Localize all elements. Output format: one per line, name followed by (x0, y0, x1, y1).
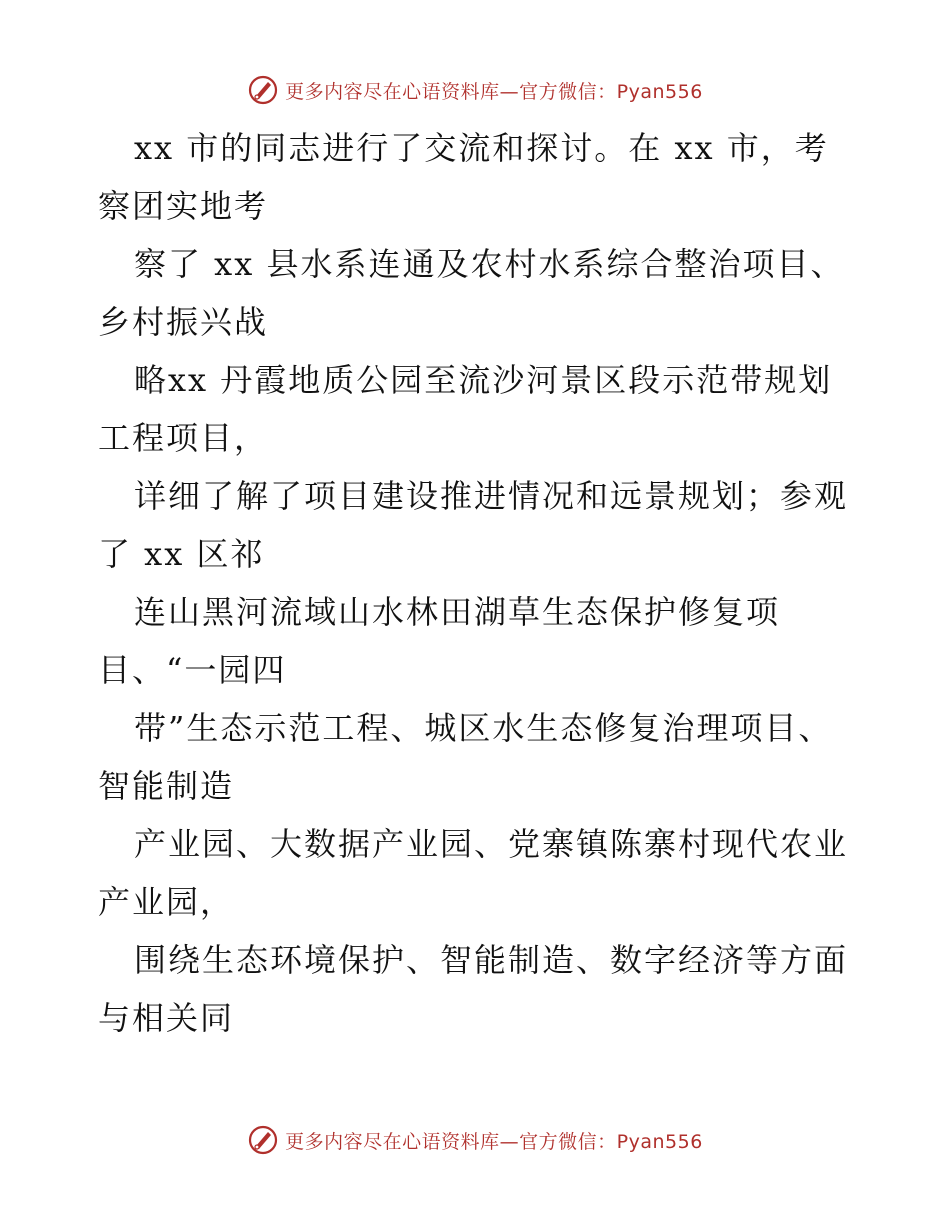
body-line: 带”生态示范工程、城区水生态修复治理项目、 (134, 709, 833, 747)
body-line: 智能制造 (98, 767, 235, 805)
header-banner (0, 72, 950, 108)
body-line: 乡村振兴战 (98, 303, 269, 341)
footer-banner (0, 1122, 950, 1158)
header-banner-text: 更多内容尽在心语资料库—官方微信：Pyan556 (285, 80, 703, 103)
body-line: 详细了解了项目建设推进情况和远景规划；参观 (134, 477, 849, 515)
body-line: xx 市的同志进行了交流和探讨。在 xx 市，考 (134, 129, 829, 167)
body-line: 察了 xx 县水系连通及农村水系综合整治项目、 (134, 245, 845, 283)
body-line: 略xx 丹霞地质公园至流沙河景区段示范带规划 (134, 361, 833, 399)
body-line: 与相关同 (98, 999, 235, 1037)
footer-banner-text: 更多内容尽在心语资料库—官方微信：Pyan556 (285, 1130, 703, 1153)
pen-logo-icon (247, 1124, 279, 1156)
body-line: 目、“一园四 (98, 651, 287, 689)
body-line: 连山黑河流域山水林田湖草生态保护修复项 (134, 593, 781, 631)
pen-logo-icon (247, 74, 279, 106)
body-line: 围绕生态环境保护、智能制造、数字经济等方面 (134, 941, 849, 979)
body-line: 产业园、大数据产业园、党寨镇陈寨村现代农业 (134, 825, 849, 863)
body-line: 察团实地考 (98, 187, 269, 225)
body-line: 工程项目， (98, 419, 269, 457)
body-line: 了 xx 区祁 (98, 535, 265, 573)
body-line: 产业园， (98, 883, 235, 921)
